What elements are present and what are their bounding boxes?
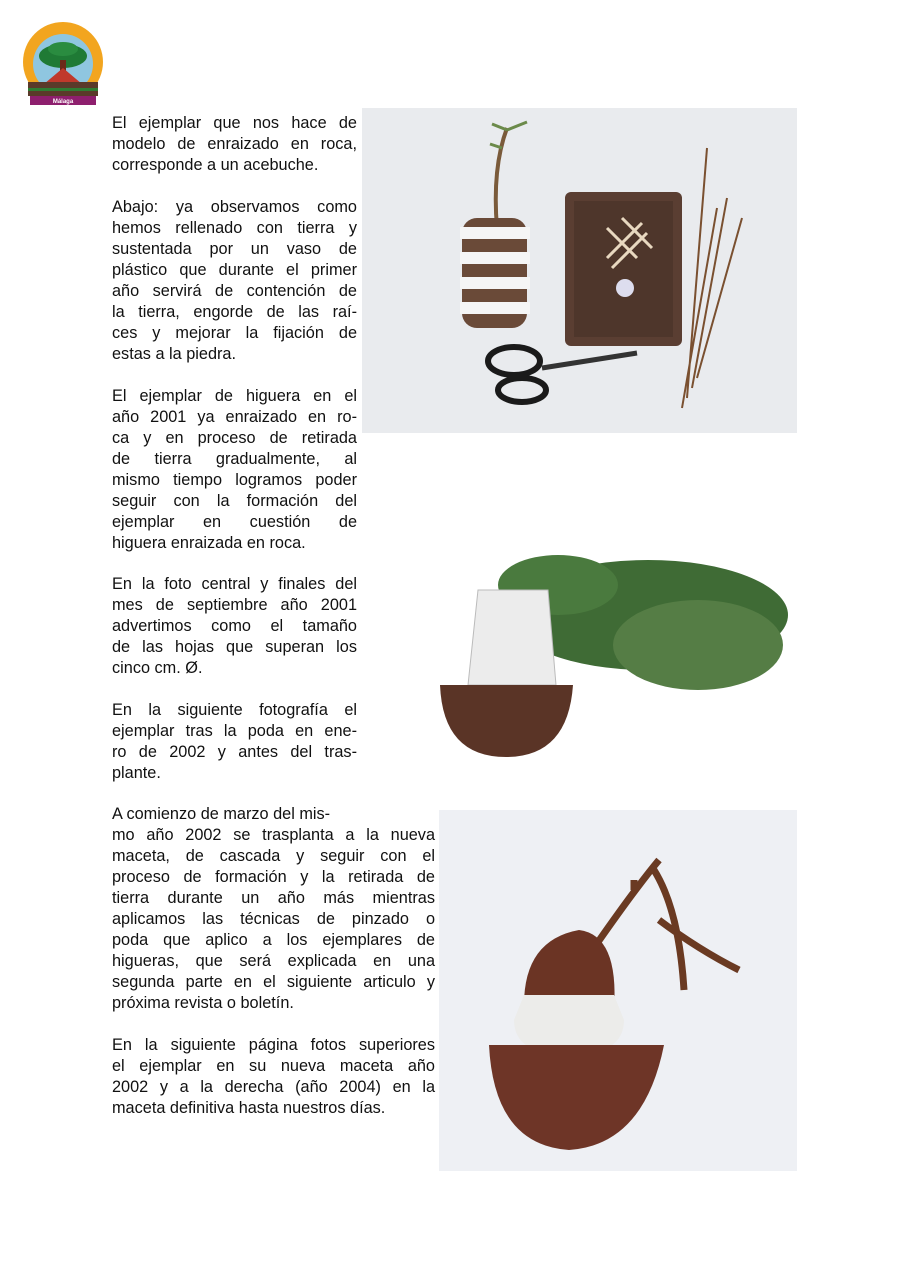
photo-acebuche-materials — [362, 108, 797, 433]
paragraph-intro — [112, 113, 357, 176]
text-line: poda que aplico a los ejemplares de — [112, 931, 435, 949]
text-line: sustentada por un vaso de — [112, 240, 357, 258]
text-line: maceta, de cascada y seguir con el — [112, 847, 435, 865]
paragraph-foto-central — [112, 574, 357, 679]
paragraph-poda — [112, 700, 357, 784]
paragraph-siguiente-pagina — [112, 1035, 435, 1119]
text-line: advertimos como el tamaño — [112, 617, 357, 635]
photo-higuera-poda-2002 — [439, 810, 797, 1171]
text-line: En la foto central y finales del — [112, 575, 357, 593]
text-line: proceso de formación y la retirada de — [112, 868, 435, 886]
text-line: mes de septiembre año 2001 — [112, 596, 357, 614]
text-line: ces y mejorar la fijación de — [112, 324, 357, 342]
text-line: En la siguiente página fotos superiores — [112, 1036, 435, 1054]
text-line: mismo tiempo logramos poder — [112, 471, 357, 489]
text-line: de las hojas que superan los — [112, 638, 357, 656]
text-line: plante. — [112, 764, 161, 782]
text-line: mo año 2002 se trasplanta a la nueva — [112, 826, 435, 844]
text-line: En la siguiente fotografía el — [112, 701, 357, 719]
text-line: próxima revista o boletín. — [112, 994, 294, 1012]
paragraph-abajo — [112, 197, 357, 365]
paragraph-marzo — [112, 825, 435, 1014]
text-line: ejemplar tras la poda en ene- — [112, 722, 357, 740]
text-line: segunda parte en el siguiente articulo y — [112, 973, 435, 991]
photo-higuera-2001 — [438, 535, 788, 760]
text-line: modelo de enraizado en roca, — [112, 135, 357, 153]
text-line: corresponde a un acebuche. — [112, 156, 319, 174]
text-line: ca y en proceso de retirada — [112, 429, 357, 447]
text-line: higueras, que será explicada en una — [112, 952, 435, 970]
text-line: Abajo: ya observamos como — [112, 198, 357, 216]
text-line: cinco cm. Ø. — [112, 659, 203, 677]
text-line: hemos rellenado con tierra y — [112, 219, 357, 237]
text-line: año servirá de contención de — [112, 282, 357, 300]
text-line: la tierra, engorde de las raí- — [112, 303, 357, 321]
text-line: tierra durante un año más mientras — [112, 889, 435, 907]
text-line: año 2001 ya enraizado en ro- — [112, 408, 357, 426]
text-line: de tierra gradualmente, al — [112, 450, 357, 468]
text-line: el ejemplar en su nueva maceta año — [112, 1057, 435, 1075]
text-line: El ejemplar de higuera en el — [112, 387, 357, 405]
text-line: ro de 2002 y antes del tras- — [112, 743, 357, 761]
text-line: 2002 y a la derecha (año 2004) en la — [112, 1078, 435, 1096]
text-line: estas a la piedra. — [112, 345, 236, 363]
text-line: ejemplar en cuestión de — [112, 513, 357, 531]
text-line: El ejemplar que nos hace de — [112, 114, 357, 132]
logo-city: Málaga — [52, 99, 74, 105]
text-line: seguir con la formación del — [112, 492, 357, 510]
paragraph-marzo-start — [112, 804, 357, 825]
text-line: higuera enraizada en roca. — [112, 534, 306, 552]
text-line: plástico que durante el primer — [112, 261, 357, 279]
text-line: maceta definitiva hasta nuestros días. — [112, 1099, 386, 1117]
text-line: aplicamos las técnicas de pinzado o — [112, 910, 435, 928]
text-line: A comienzo de marzo del mis- — [112, 805, 331, 823]
paragraph-higuera — [112, 386, 357, 554]
club-logo — [18, 22, 108, 106]
